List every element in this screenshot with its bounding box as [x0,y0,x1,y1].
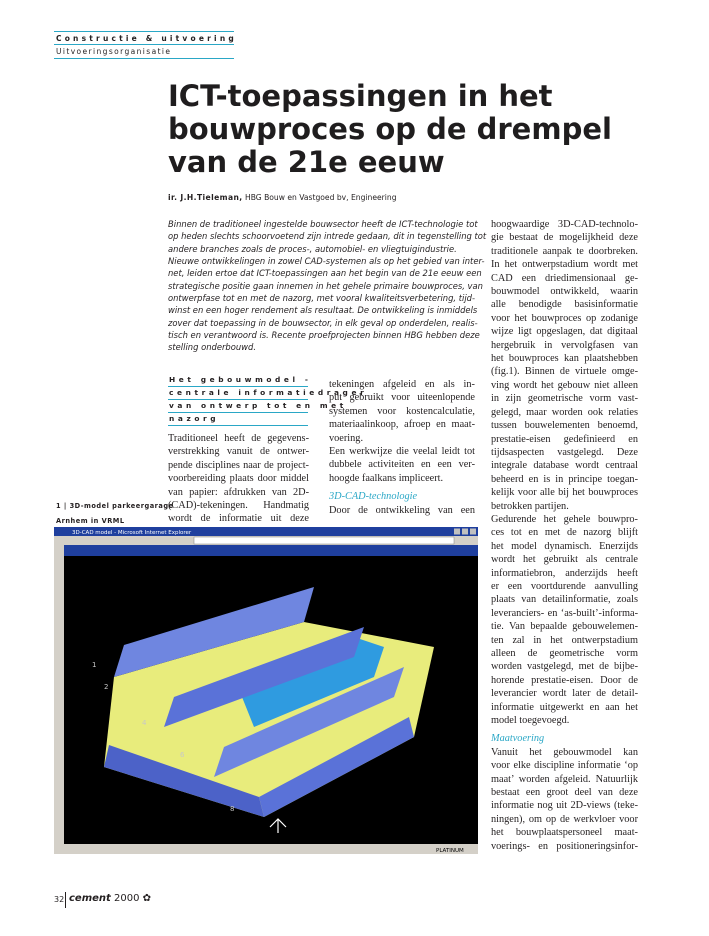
byline [168,193,397,202]
body-line: informatie nog uit 2D-views (teke- [491,800,638,812]
body-line: voerings- en positioneringsinfor- [491,840,638,852]
body-line: ces tot en met de nazorg blijft [491,527,638,539]
body-line: betrokken partijen. [491,500,569,512]
title-line: ICT-toepassingen in het [168,79,553,113]
body-line: Door de ontwikkeling van een [329,504,475,516]
body-line: wordt het gebruikt als centrale [491,554,638,566]
grid-label: 8 [230,805,235,813]
body-line: verstrekking vanuit de ontwer- [168,446,309,458]
close-button[interactable] [470,529,476,535]
body-line: er een voortdurende aanvulling [491,580,638,592]
intro-line: Nieuwe ontwikkelingen in zowel CAD-systemen als op het gebied van inter- [168,256,485,267]
body-column-1 [168,432,309,526]
body-line: het bouwproces kan plaatshebben [491,353,638,365]
body-line: hoogwaardige 3D-CAD-technolo- [491,219,638,230]
figure-vrml-screenshot [54,527,478,854]
body-line: wijze ligt opgeslagen, dat digitaal [491,326,638,338]
body-line: (CAD)-tekeningen. Handmatig [168,500,309,512]
viewer-header [64,545,478,556]
subhead-line: Het gebouwmodel - [168,374,308,387]
body-line: tekeningen afgeleid en als in- [329,379,475,390]
body-line: bestaat een groot deel van deze [491,787,638,799]
body-line: pende disciplines naar de project- [168,459,309,471]
address-bar[interactable] [194,537,454,544]
body-line: beheerd en is in principe toegan- [491,473,638,485]
page-number: 32 [54,895,65,904]
body-line: voor elke discipline informatie ‘op [491,760,638,772]
subhead-line: van ontwerp tot en met [168,400,308,413]
grid-label: 4 [142,719,147,727]
title-line: bouwproces op de drempel [168,112,612,146]
magazine-title: cement [69,893,111,904]
body-line: materiaalinkoop, afroep en maat- [329,419,475,431]
body-line: voering. [329,432,364,444]
body-line: traditionele aanpak te doorbreken. [491,245,638,257]
body-line: hoogde faalkans impliceert. [329,472,444,484]
body-line: tijdsaspecten vastgelegd. Deze [491,446,638,458]
body-line: leveranciers- en ‘as-built’-informa- [491,607,638,619]
body-line: voor het bouwproces op zodanige [491,312,638,324]
body-line: alle benodigde basisinformatie [491,299,638,311]
body-line: informatiebron, anderzijds heeft [491,567,638,579]
body-line: informatie uitgewerkt en aan het [491,701,638,713]
body-line: worden vastgelegd, met de bijbe- [491,661,638,673]
title-line: van de 21e eeuw [168,145,445,179]
figure-caption-line1: 1 | 3D-model parkeergarage [56,502,174,510]
header-rule-middle [54,44,234,45]
article-title [168,80,628,179]
intro-line: zover dat toepassing in de bouwsector, in elk geval op onderdelen, realis- [168,317,478,328]
intro-line: op heden slechts schoorvoetend zijn intrede gedaan, dit in tegenstelling tot [168,231,487,242]
body-line: tussen bouwelementen benoemd, [491,420,638,432]
left-toolbar [54,536,64,854]
body-line: leverancier wordt later de detail- [491,688,638,700]
grid-label: 6 [180,751,185,759]
body-line: het bouwplaatspersoneel maat- [491,827,638,839]
subheading-maatvoering: Maatvoering [491,733,545,745]
body-line: wordt de informatie uit deze [168,513,309,525]
intro-line: Binnen de traditioneel ingestelde bouwsector heeft de ICT-technologie tot [168,219,478,229]
body-line: het model dynamisch. Enerzijds [491,540,638,552]
footer-divider [65,892,66,908]
section-heading-gebouwmodel [168,374,368,426]
body-line: gelegd, maar worden ook relaties [491,406,638,418]
body-line: ningen), om op de werkvloer voor [491,813,638,825]
minimize-button[interactable] [454,529,460,535]
intro-line: strategische positie gaan innemen in het gehele primaire bouwproces, van [168,280,483,291]
header-rule-top [54,31,234,32]
grid-label: 1 [92,661,97,669]
maximize-button[interactable] [462,529,468,535]
body-line: plaats van detailinformatie, zoals [491,594,638,606]
body-line: gie bestaat de mogelijkheid deze [491,232,638,244]
intro-line: tisch en verantwoord is. Recente proefprojecten binnen HBG hebben deze [168,330,480,341]
body-column-3 [491,218,638,853]
window-title: 3D-CAD model - Microsoft Internet Explorer [72,530,192,536]
body-line: kelijk voor alle bij het bouwproces [491,487,638,499]
subheading-3d-cad: 3D-CAD-technologie [329,491,418,503]
subhead-line: centrale informatiedrager [168,387,308,400]
body-line: maat’ worden afgeleid. Natuurlijk [491,773,638,785]
subsection-label: Uitvoeringsorganisatie [56,47,172,56]
body-line: alleen de geometrische vorm [491,648,638,659]
body-line: in zijn geometrische vorm vast- [491,393,638,405]
intro-line: stelling onderbouwd. [168,342,256,353]
body-column-2 [329,378,475,517]
intro-paragraph [168,218,487,354]
body-line: ving wordt het gebouw niet alleen [491,379,638,391]
figure-caption-line2: Arnhem in VRML [56,517,125,525]
body-line: hergebruik in vervolgfasen van [491,339,638,351]
intro-line: net, leiden ertoe dat ICT-toepassingen aan het begin van de 21e eeuw een [168,268,482,279]
body-line: model toegevoegd. [491,715,570,727]
magazine-name [69,893,151,904]
viewer-navbar [64,844,478,854]
body-line: ten zal in het ontwerpstadium [491,634,638,646]
body-line: dubbele activiteiten en een ver- [329,459,475,471]
subhead-line: nazorg [168,413,308,426]
body-line: Traditioneel heeft de gegevens- [168,433,309,444]
intro-line: andere branches zoals de proces-, automobiel- en vliegtuigindustrie. [168,243,457,254]
body-line: Gedurende het gehele bouwpro- [491,513,638,525]
body-line: tie. Van bepaalde gebouwelemen- [491,621,638,633]
body-line: put gebruikt voor uiteenlopende [329,392,475,404]
intro-line: winst en een hoger rendement als resultaat. De ontwikkeling is inmiddels [168,305,478,316]
body-line: voorbereiding plaats door middel [168,473,309,485]
body-line: van papier: afdrukken van 2D- [168,486,309,498]
body-line: Vanuit het gebouwmodel kan [491,746,638,758]
body-line: bouwmodel ontwikkeld, waarin [491,286,638,298]
body-line: In het ontwerpstadium wordt met [491,259,638,271]
author-name: ir. J.H.Tieleman, [168,193,243,202]
grid-label: 2 [104,683,109,691]
body-line: integrale database wordt centraal [491,460,638,472]
logo-icon: ✿ [142,893,152,904]
body-line: prestatie-eisen gedefinieerd en [491,433,638,445]
body-line: (fig.1). Binnen de virtuele omge- [491,366,638,378]
body-line: horende prestatie-eisen. Door de [491,674,638,686]
body-line: CAD een driedimensionaal ge- [491,272,638,284]
section-label: Constructie & uitvoering [56,34,237,43]
header-rule-bottom [54,58,234,59]
intro-line: ontwerpfase tot en met de nazorg, met vooral kwaliteitsverbetering, tijd- [168,293,476,304]
body-line: systemen voor kostencalculatie, [329,405,475,417]
magazine-year: 2000 [114,893,140,904]
author-affiliation: HBG Bouw en Vastgoed bv, Engineering [244,193,397,202]
viewer-brand: PLATINUM [436,848,464,854]
body-line: Een werkwijze die veelal leidt tot [329,446,475,458]
